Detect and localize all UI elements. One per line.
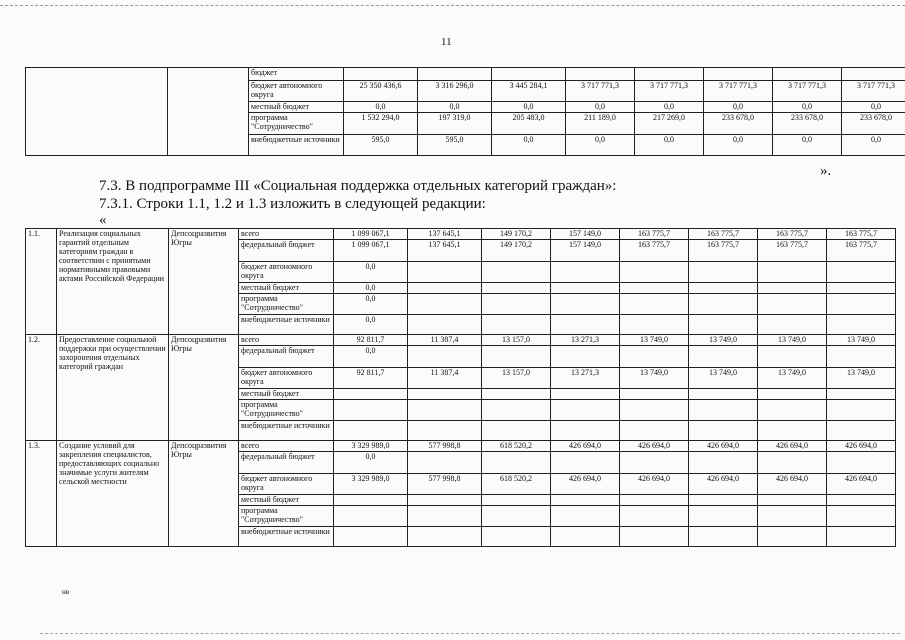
value-cell: 163 775,7: [620, 229, 689, 240]
value-cell: 0,0: [334, 452, 408, 474]
value-cell: [408, 495, 482, 506]
value-cell: [620, 452, 689, 474]
scan-bottom-edge: [40, 633, 900, 634]
funding-source-label: всего: [239, 441, 334, 452]
value-cell: [620, 262, 689, 283]
funding-source-label: местный бюджет: [239, 495, 334, 506]
value-cell: 137 645,1: [408, 229, 482, 240]
value-cell: 1 532 294,0: [344, 113, 418, 135]
value-cell: 426 694,0: [758, 474, 827, 495]
value-cell: [758, 283, 827, 294]
value-cell: [482, 294, 551, 315]
funding-source-label: бюджет автономного округа: [249, 81, 344, 102]
value-cell: 13 749,0: [689, 335, 758, 346]
value-cell: 13 749,0: [827, 368, 896, 389]
value-cell: [482, 389, 551, 400]
funding-source-label: всего: [239, 335, 334, 346]
top-continuation-table: [25, 67, 905, 156]
value-cell: 163 775,7: [827, 240, 896, 262]
value-cell: [620, 346, 689, 368]
value-cell: [773, 68, 842, 81]
funding-source-label: внебюджетные источники: [249, 135, 344, 156]
value-cell: [551, 452, 620, 474]
value-cell: 3 329 989,0: [334, 441, 408, 452]
value-cell: [758, 315, 827, 335]
funding-source-label: бюджет автономного округа: [239, 368, 334, 389]
value-cell: [635, 68, 704, 81]
value-cell: 426 694,0: [551, 474, 620, 495]
value-cell: [827, 346, 896, 368]
value-cell: [620, 294, 689, 315]
funding-source-label: программа "Сотрудничество": [239, 506, 334, 527]
value-cell: [689, 389, 758, 400]
value-cell: 11 387,4: [408, 335, 482, 346]
value-cell: 13 157,0: [482, 335, 551, 346]
value-cell: [482, 452, 551, 474]
value-cell: 163 775,7: [758, 229, 827, 240]
value-cell: [482, 495, 551, 506]
table-row: [26, 441, 896, 452]
value-cell: [758, 262, 827, 283]
value-cell: 11 387,4: [408, 368, 482, 389]
value-cell: 13 271,3: [551, 335, 620, 346]
item-name: Предоставление социальной поддержки при осуществлении захоронения отдельных категорий граждан: [57, 335, 169, 441]
value-cell: [482, 527, 551, 547]
value-cell: 0,0: [635, 102, 704, 113]
value-cell: [758, 294, 827, 315]
value-cell: [827, 506, 896, 527]
value-cell: 233 678,0: [773, 113, 842, 135]
funding-source-label: бюджет автономного округа: [239, 262, 334, 283]
value-cell: [551, 527, 620, 547]
funding-source-label: федеральный бюджет: [239, 452, 334, 474]
value-cell: 197 319,0: [418, 113, 492, 135]
value-cell: 13 749,0: [689, 368, 758, 389]
funding-source-label: местный бюджет: [249, 102, 344, 113]
value-cell: [689, 346, 758, 368]
value-cell: [689, 495, 758, 506]
value-cell: 595,0: [344, 135, 418, 156]
value-cell: [758, 527, 827, 547]
funding-source-label: внебюджетные источники: [239, 421, 334, 441]
value-cell: 92 811,7: [334, 335, 408, 346]
value-cell: 3 329 989,0: [334, 474, 408, 495]
value-cell: [620, 283, 689, 294]
value-cell: [620, 527, 689, 547]
subsection-heading: 7.3.1. Строки 1.1, 1.2 и 1.3 изложить в следующей редакции:: [99, 196, 486, 212]
value-cell: 205 483,0: [492, 113, 566, 135]
table-row: [26, 335, 896, 346]
value-cell: [551, 294, 620, 315]
value-cell: [408, 294, 482, 315]
value-cell: 0,0: [773, 135, 842, 156]
item-name: Реализация социальных гарантий отдельным категориям граждан в соответствии с принятыми нормативными правовыми актами Российской Федерации: [57, 229, 169, 335]
value-cell: [482, 346, 551, 368]
value-cell: 0,0: [334, 283, 408, 294]
value-cell: [827, 421, 896, 441]
value-cell: [758, 506, 827, 527]
value-cell: [334, 527, 408, 547]
value-cell: 13 749,0: [758, 368, 827, 389]
table-row: [26, 68, 905, 81]
funding-source-label: федеральный бюджет: [239, 346, 334, 368]
value-cell: [827, 283, 896, 294]
value-cell: [334, 421, 408, 441]
value-cell: [827, 400, 896, 421]
value-cell: 13 749,0: [827, 335, 896, 346]
value-cell: 595,0: [418, 135, 492, 156]
executor-cell: [168, 68, 249, 156]
value-cell: 0,0: [334, 262, 408, 283]
row-number-cell: [26, 68, 168, 156]
value-cell: 426 694,0: [689, 474, 758, 495]
funding-source-label: местный бюджет: [239, 283, 334, 294]
value-cell: [482, 262, 551, 283]
value-cell: [620, 506, 689, 527]
value-cell: 0,0: [492, 135, 566, 156]
value-cell: [408, 389, 482, 400]
value-cell: 25 350 436,6: [344, 81, 418, 102]
funding-source-label: программа "Сотрудничество": [249, 113, 344, 135]
value-cell: [827, 527, 896, 547]
value-cell: 426 694,0: [827, 441, 896, 452]
value-cell: [408, 506, 482, 527]
value-cell: [408, 400, 482, 421]
funding-source-label: внебюджетные источники: [239, 527, 334, 547]
value-cell: [620, 495, 689, 506]
value-cell: 0,0: [635, 135, 704, 156]
value-cell: [408, 262, 482, 283]
value-cell: 3 717 771,3: [635, 81, 704, 102]
value-cell: 211 189,0: [566, 113, 635, 135]
footer-mark: нв: [62, 588, 70, 596]
value-cell: [551, 400, 620, 421]
value-cell: 0,0: [842, 102, 905, 113]
value-cell: [334, 400, 408, 421]
closing-quote: ».: [820, 163, 832, 179]
value-cell: 157 149,0: [551, 229, 620, 240]
value-cell: [408, 346, 482, 368]
item-number: 1.3.: [26, 441, 57, 547]
value-cell: 149 170,2: [482, 240, 551, 262]
value-cell: [689, 315, 758, 335]
value-cell: [689, 527, 758, 547]
value-cell: 0,0: [566, 135, 635, 156]
program-table: [25, 228, 896, 547]
value-cell: [842, 68, 905, 81]
value-cell: [334, 389, 408, 400]
value-cell: 233 678,0: [704, 113, 773, 135]
value-cell: [758, 495, 827, 506]
value-cell: 163 775,7: [689, 229, 758, 240]
item-number: 1.1.: [26, 229, 57, 335]
funding-source-label: федеральный бюджет: [239, 240, 334, 262]
value-cell: [689, 262, 758, 283]
value-cell: [482, 506, 551, 527]
value-cell: [758, 452, 827, 474]
value-cell: [551, 346, 620, 368]
funding-source-label: программа "Сотрудничество": [239, 294, 334, 315]
value-cell: 163 775,7: [620, 240, 689, 262]
value-cell: 3 445 284,1: [492, 81, 566, 102]
value-cell: 0,0: [492, 102, 566, 113]
value-cell: 426 694,0: [758, 441, 827, 452]
value-cell: 0,0: [334, 315, 408, 335]
value-cell: [620, 400, 689, 421]
value-cell: [620, 389, 689, 400]
item-executor: Депсоцразвития Югры: [169, 335, 239, 441]
value-cell: [551, 506, 620, 527]
value-cell: [408, 421, 482, 441]
value-cell: 149 170,2: [482, 229, 551, 240]
value-cell: [689, 294, 758, 315]
scan-top-edge: [0, 5, 905, 6]
value-cell: 0,0: [334, 346, 408, 368]
value-cell: [689, 400, 758, 421]
value-cell: [827, 262, 896, 283]
value-cell: 3 717 771,3: [842, 81, 905, 102]
value-cell: [418, 68, 492, 81]
value-cell: 0,0: [704, 102, 773, 113]
value-cell: 0,0: [842, 135, 905, 156]
value-cell: 137 645,1: [408, 240, 482, 262]
value-cell: [689, 506, 758, 527]
value-cell: 426 694,0: [689, 441, 758, 452]
value-cell: [408, 452, 482, 474]
value-cell: 1 099 067,1: [334, 240, 408, 262]
value-cell: 577 998,8: [408, 441, 482, 452]
value-cell: [689, 283, 758, 294]
value-cell: [334, 495, 408, 506]
value-cell: [551, 389, 620, 400]
value-cell: [408, 527, 482, 547]
value-cell: [758, 389, 827, 400]
funding-source-label: местный бюджет: [239, 389, 334, 400]
funding-source-label: программа "Сотрудничество": [239, 400, 334, 421]
value-cell: 0,0: [418, 102, 492, 113]
value-cell: 1 099 067,1: [334, 229, 408, 240]
value-cell: [551, 283, 620, 294]
value-cell: [704, 68, 773, 81]
funding-source-label: всего: [239, 229, 334, 240]
value-cell: 163 775,7: [827, 229, 896, 240]
value-cell: 92 811,7: [334, 368, 408, 389]
value-cell: 157 149,0: [551, 240, 620, 262]
table-row: [26, 229, 896, 240]
value-cell: [620, 315, 689, 335]
value-cell: [827, 315, 896, 335]
value-cell: [482, 421, 551, 441]
value-cell: 13 749,0: [758, 335, 827, 346]
value-cell: 3 717 771,3: [704, 81, 773, 102]
funding-source-label: бюджет: [249, 68, 344, 81]
opening-quote: «: [99, 212, 107, 228]
value-cell: [482, 315, 551, 335]
item-executor: Депсоцразвития Югры: [169, 229, 239, 335]
value-cell: 163 775,7: [758, 240, 827, 262]
value-cell: [408, 315, 482, 335]
item-number: 1.2.: [26, 335, 57, 441]
value-cell: [758, 421, 827, 441]
value-cell: 13 157,0: [482, 368, 551, 389]
value-cell: [551, 421, 620, 441]
value-cell: [482, 400, 551, 421]
value-cell: 3 717 771,3: [566, 81, 635, 102]
value-cell: [758, 346, 827, 368]
funding-source-label: бюджет автономного округа: [239, 474, 334, 495]
value-cell: 577 998,8: [408, 474, 482, 495]
item-executor: Депсоцразвития Югры: [169, 441, 239, 547]
value-cell: 426 694,0: [620, 474, 689, 495]
value-cell: 13 749,0: [620, 368, 689, 389]
value-cell: 163 775,7: [689, 240, 758, 262]
value-cell: 0,0: [704, 135, 773, 156]
value-cell: 13 749,0: [620, 335, 689, 346]
value-cell: [689, 421, 758, 441]
value-cell: 0,0: [773, 102, 842, 113]
value-cell: 3 717 771,3: [773, 81, 842, 102]
value-cell: [689, 452, 758, 474]
value-cell: [334, 506, 408, 527]
value-cell: [827, 452, 896, 474]
page-number: 11: [441, 36, 452, 48]
value-cell: 618 520,2: [482, 441, 551, 452]
value-cell: [566, 68, 635, 81]
value-cell: [827, 495, 896, 506]
value-cell: [551, 262, 620, 283]
value-cell: [551, 495, 620, 506]
value-cell: [620, 421, 689, 441]
value-cell: [482, 283, 551, 294]
value-cell: 3 316 296,0: [418, 81, 492, 102]
value-cell: 618 520,2: [482, 474, 551, 495]
value-cell: 217 269,0: [635, 113, 704, 135]
value-cell: [492, 68, 566, 81]
item-name: Создание условий для закрепления специалистов, предоставляющих социально значимые услуги жителям сельской местности: [57, 441, 169, 547]
value-cell: 233 678,0: [842, 113, 905, 135]
value-cell: [344, 68, 418, 81]
value-cell: [551, 315, 620, 335]
value-cell: [758, 400, 827, 421]
funding-source-label: внебюджетные источники: [239, 315, 334, 335]
value-cell: 0,0: [566, 102, 635, 113]
value-cell: [408, 283, 482, 294]
section-heading: 7.3. В подпрограмме III «Социальная поддержка отдельных категорий граждан»:: [99, 178, 617, 194]
value-cell: 0,0: [344, 102, 418, 113]
value-cell: [827, 294, 896, 315]
value-cell: 426 694,0: [620, 441, 689, 452]
value-cell: [827, 389, 896, 400]
value-cell: 426 694,0: [827, 474, 896, 495]
value-cell: 0,0: [334, 294, 408, 315]
value-cell: 13 271,3: [551, 368, 620, 389]
value-cell: 426 694,0: [551, 441, 620, 452]
